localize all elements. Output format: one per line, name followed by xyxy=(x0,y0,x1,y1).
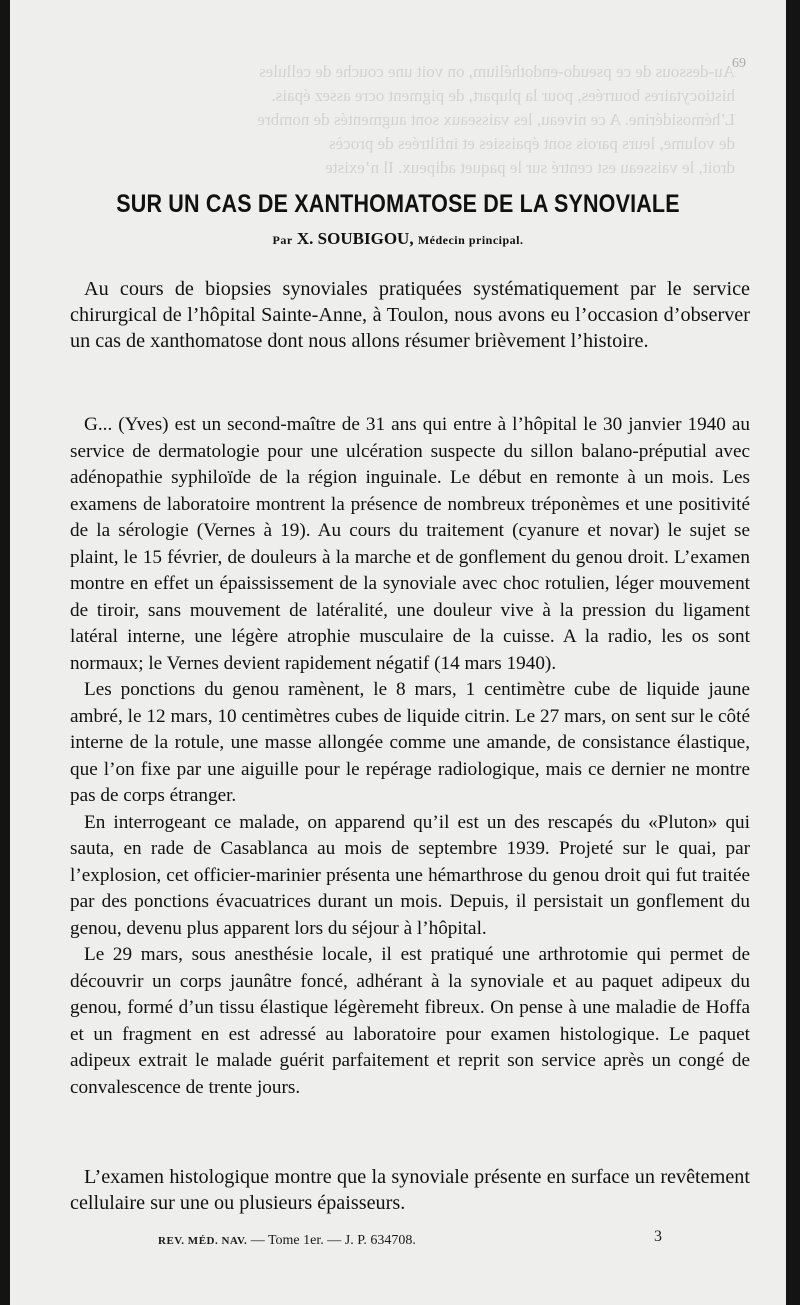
page-number: 69 xyxy=(732,56,746,71)
paragraph-history-pluton: En interrogeant ce malade, on apparend qu’il est un des rescapés du «Pluton» qui sauta, en rade de Casablanca au mois de septembre 1939. Projeté sur le quai, par l’explosion, cet officier-marinier présenta une hémarthrose du genou droit qui fut traitée par des ponctions évacuatrices durant un mois. Depuis, il persistait un gonflement du genou, devenu plus apparent lors du séjour à l’hôpital. xyxy=(70,811,750,939)
paragraph-punctures: Les ponctions du genou ramènent, le 8 mars, 1 centimètre cube de liquide jaune ambré, le 12 mars, 10 centimètres cubes de liquide citrin. Le 27 mars, on sent sur le côté interne de la rotule, une masse allongée comme une amande, de consistance élastique, que l’on fixe par une aiguille pour le repérage radiologique, mais ce dernier ne montre pas de corps étranger. xyxy=(70,679,750,806)
author-role: Médecin principal. xyxy=(417,233,524,247)
intro-section xyxy=(70,276,750,354)
footer-reference: — Tome 1er. — J. P. 634708. xyxy=(250,1233,416,1248)
histology-section xyxy=(70,1164,750,1216)
paragraph-case-history: G... (Yves) est un second-maître de 31 ans qui entre à l’hôpital le 30 janvier 1940 au service de dermatologie pour une ulcération suspecte du sillon balano-préputial avec adénopathie syphiloïde de la région inguinale. Le début en remonte à un mois. Les examens de laboratoire montrent la présence de nombreux tréponèmes et une positivité de la sérologie (Vernes à 19). Au cours du traitement (cyanure et novar) le sujet se plaint, le 15 février, de douleurs à la marche et de gonflement du genou droit. L’examen montre en effet un épaississement de la synoviale avec choc rotulien, léger mouvement de tiroir, sans mouvement de latéralité, une douleur vive à la pression du ligament latéral interne, une légère atrophie musculaire de la cuisse. A la radio, les os sont normaux; le Vernes devient rapidement négatif (14 mars 1940). xyxy=(70,414,750,674)
case-section xyxy=(70,412,750,1101)
article-title: SUR UN CAS DE XANTHOMATOSE DE LA SYNOVIALE xyxy=(116,190,680,218)
bleed-through-texture: Au-dessous de ce pseudo-endothélium, on voit une couche de cellules histiocytaires bourrées, pour la plupart, de pigment ocre assez épais. L’hémosidérine. A ce niveau, les vaisseaux sont augmentés de nombre de volume, leurs parois sont épaissies et infiltrées de procès droit, le vaisseau est centré sur le paquet adipeux. Il n’existe xyxy=(257,62,735,177)
page-footer xyxy=(158,1233,416,1249)
document-page xyxy=(10,0,786,1305)
paragraph-intro: Au cours de biopsies synoviales pratiquées systématiquement par le service chirurgical de l’hôpital Sainte-Anne, à Toulon, nous avons eu l’occasion d’observer un cas de xanthomatose dont nous allons résumer brièvement l’histoire. xyxy=(70,278,750,352)
footer-sheet-number: 3 xyxy=(654,1228,662,1245)
footer-journal: REV. MÉD. NAV. xyxy=(158,1235,248,1247)
paragraph-histology: L’examen histologique montre que la synoviale présente en surface un revêtement cellulaire sur une ou plusieurs épaisseurs. xyxy=(70,1166,750,1214)
author-name: X. SOUBIGOU, xyxy=(296,229,414,248)
author-prefix: Par xyxy=(272,233,293,247)
paragraph-arthrotomy: Le 29 mars, sous anesthésie locale, il est pratiqué une arthrotomie qui permet de découvrir un corps jaunâtre foncé, adhérant à la synoviale et au paquet adipeux du genou, formé d’un tissu élastique légèremeht fibreux. On pense à une maladie de Hoffa et un fragment en est adressé au laboratoire pour examen histologique. Le paquet adipeux extrait le malade guérit parfaitement et reprit son service après un congé de convalescence de trente jours. xyxy=(70,944,750,1098)
author-line xyxy=(10,229,786,249)
